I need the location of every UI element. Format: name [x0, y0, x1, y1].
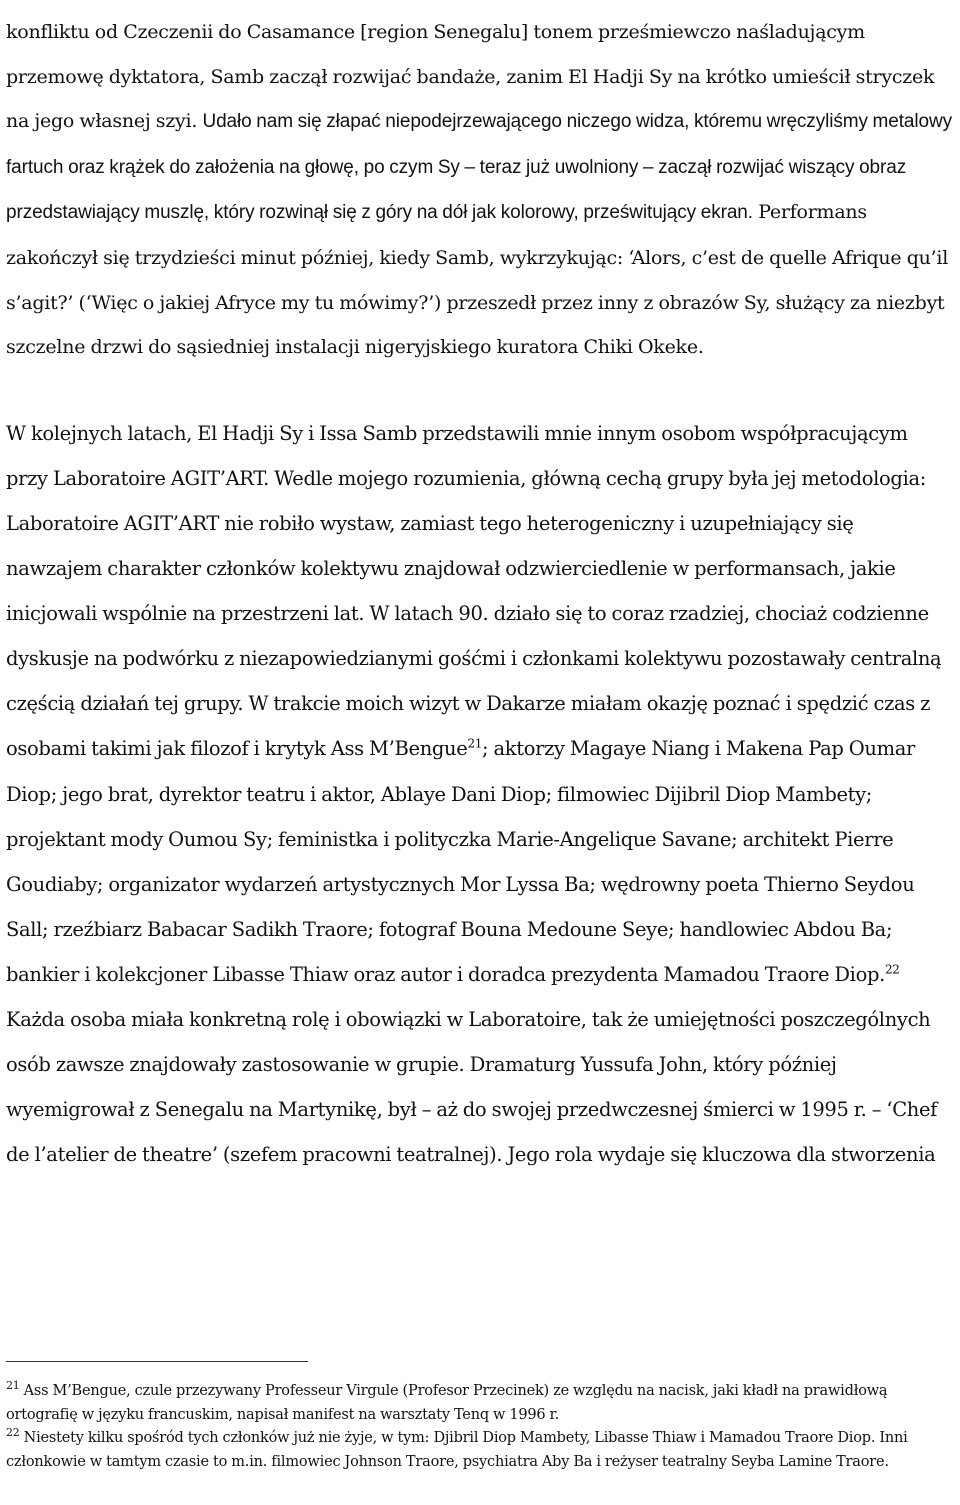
paragraph-1-part-2: Udało nam się złapać niepodejrzewającego niczego widza, któremu wręczyliśmy metalowy fartuch oraz krążek do założenia na głowę, po czym Sy – teraz już uwolniony – zaczął rozwijać wiszący obraz przedstawiający muszlę, który rozwinął się z góry na dół jak kolorowy, prześwitujący ekran. — [6, 111, 953, 224]
footnote-number: 22 — [6, 1426, 20, 1440]
paragraph-2 — [6, 370, 954, 1178]
paragraph-1-part-3: Performans zakończył się trzydzieści minut później, kiedy Samb, wykrzykując: ‘Alors, c’est de quelle Afrique qu’il s’agit?’ (‘Więc o jakiej Afryce my tu mówimy?’) przeszedł przez inny z obrazów Sy, służący za niezbyt szczelne drzwi do sąsiedniej instalacji nigeryjskiego kuratora Chiki Okeke. — [6, 201, 949, 359]
paragraph-2-text-c: Każda osoba miała konkretną rolę i obowiązki w Laboratoire, tak że umiejętności poszczególnych osób zawsze znajdowały zastosowanie w grupie. Dramaturg Yussufa John, który później wyemigrował z Senegalu na Martynikę, był – aż do swojej przedwczesnej śmierci w 1995 r. – ‘Chef de l’atelier de theatre’ (szefem pracowni teatralnej). Jego rola wydaje się kluczowa dla stworzenia — [6, 1007, 938, 1167]
footnote-text: Ass M’Bengue, czule przezywany Professeur Virgule (Profesor Przecinek) ze względu na nacisk, jaki kładł na prawidłową ortografię w języku francuskim, napisał manifest na warsztaty Tenq w 1996 r. — [6, 1383, 888, 1423]
paragraph-1 — [6, 0, 954, 370]
footnote-22 — [6, 1427, 954, 1474]
footnote-divider — [6, 1361, 308, 1362]
footnote-ref-21[interactable]: 21 — [467, 736, 483, 751]
paragraph-2-text-a: W kolejnych latach, El Hadji Sy i Issa Samb przedstawili mnie innym osobom współpracującym przy Laboratoire AGIT’ART. Wedle mojego rozumienia, główną cechą grupy była jej metodologia: Laboratoire AGIT’ART nie robiło wystaw, zamiast tego heterogeniczny i uzupełniający się nawzajem charakter członków kolektywu znajdował odzwierciedlenie w performansach, jakie inicjowali wspólnie na przestrzeni lat. W latach 90. działo się to coraz rzadziej, chociaż codzienne dyskusje na podwórku z niezapowiedzianymi gośćmi i członkami kolektywu pozostawały centralną częścią działań tej grupy. W trakcie moich wizyt w Dakarze miałam okazję poznać i spędzić czas z osobami takimi jak filozof i krytyk Ass M’Bengue — [6, 421, 942, 761]
paragraph-1-part-1: konfliktu od Czeczenii do Casamance [region Senegalu] tonem prześmiewczo naśladującym przemowę dyktatora, Samb zaczął rozwijać bandaże, zanim El Hadji Sy na krótko umieścił stryczek na jego własnej szyi. — [6, 21, 935, 133]
footnotes — [6, 1380, 954, 1474]
footnote-number: 21 — [6, 1379, 20, 1393]
footnote-ref-22[interactable]: 22 — [884, 962, 900, 977]
footnote-text: Niestety kilku spośród tych członków już nie żyje, w tym: Djibril Diop Mambety, Libasse Thiaw i Mamadou Traore Diop. Inni członkowie w tamtym czasie to m.in. filmowiec Johnson Traore, psychiatra Aby Ba i reżyser teatralny Seyba Lamine Traore. — [6, 1430, 908, 1470]
footnote-21 — [6, 1380, 954, 1427]
paragraph-2-text-b: ; aktorzy Magaye Niang i Makena Pap Oumar Diop; jego brat, dyrektor teatru i aktor, Ablaye Dani Diop; filmowiec Dijibril Diop Mambety; projektant mody Oumou Sy; feministka i polityczka Marie-Angelique Savane; architekt Pierre Goudiaby; organizator wydarzeń artystycznych Mor Lyssa Ba; wędrowny poeta Thierno Seydou Sall; rzeźbiarz Babacar Sadikh Traore; fotograf Bouna Medoune Seye; handlowiec Abdou Ba; bankier i kolekcjoner Libasse Thiaw oraz autor i doradca prezydenta Mamadou Traore Diop. — [6, 737, 915, 986]
